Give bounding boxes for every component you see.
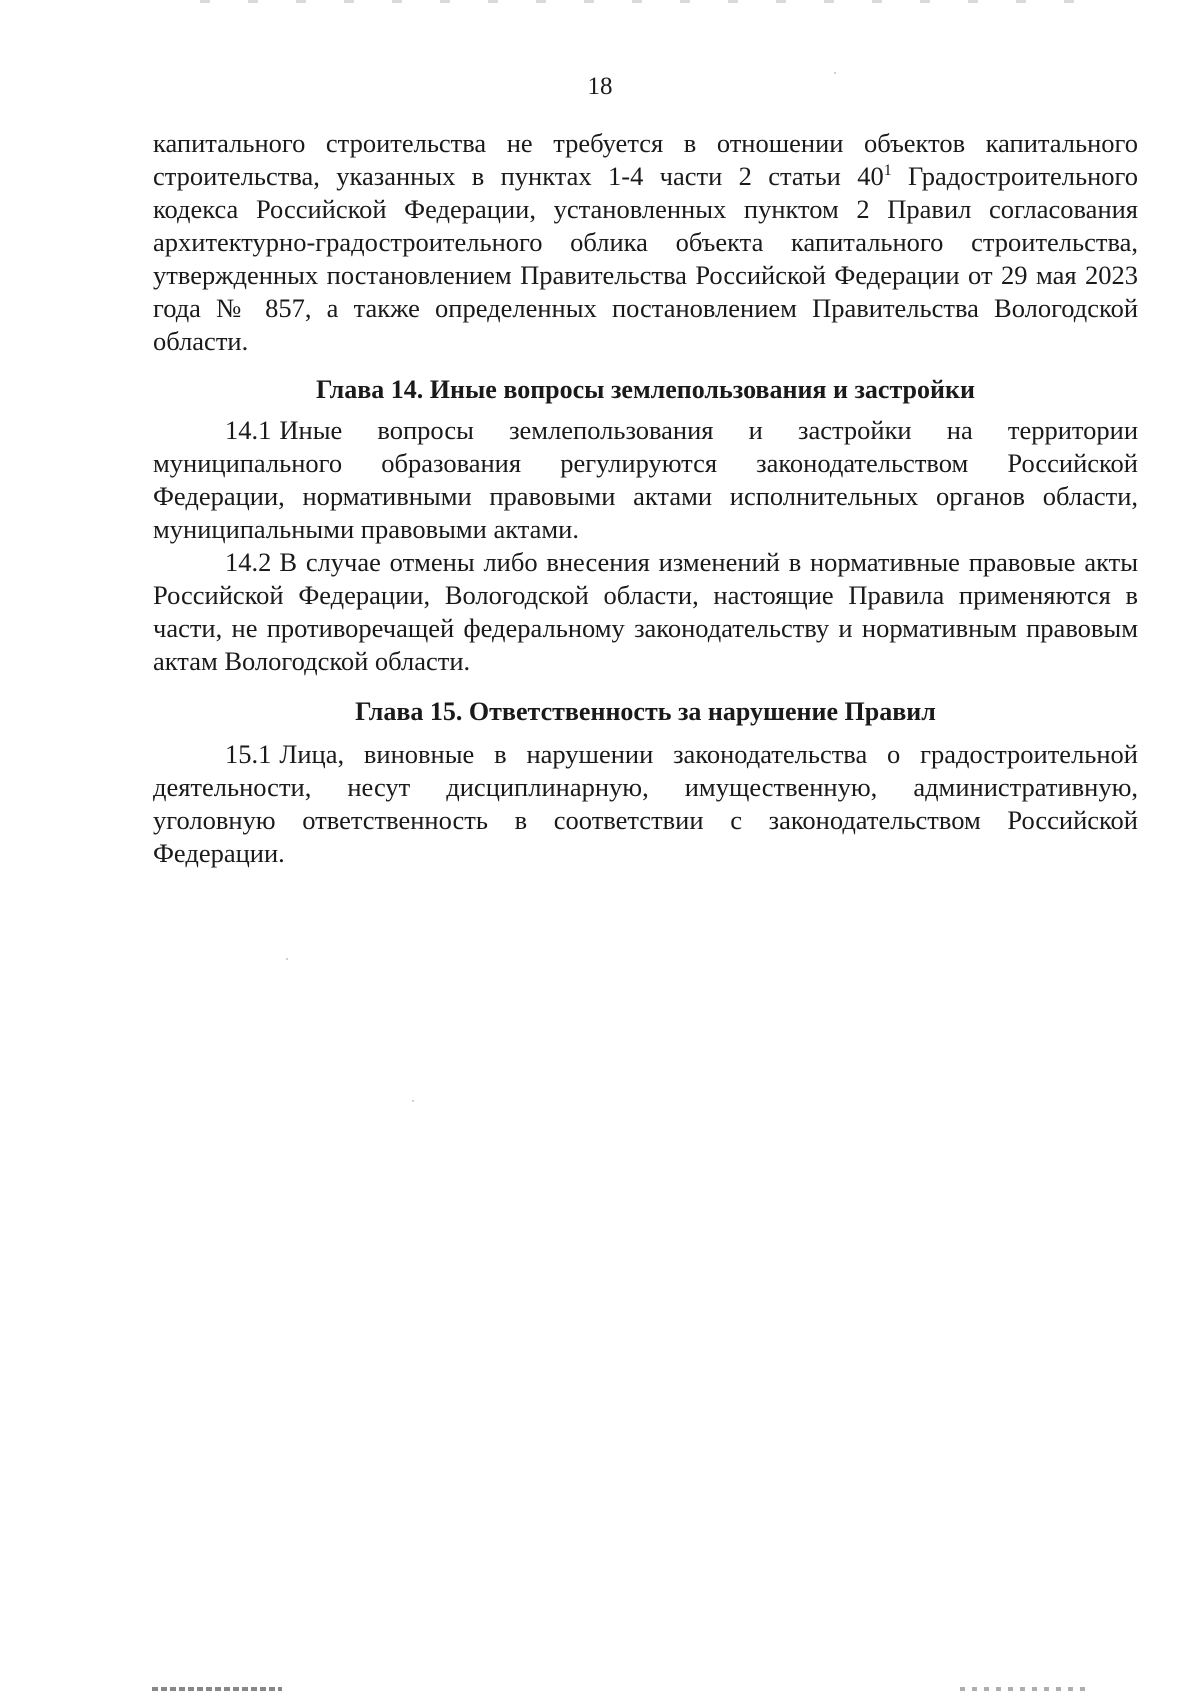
chapter-14-title: Глава 14. Иные вопросы землепользования и застройки xyxy=(316,375,975,404)
scan-speck xyxy=(834,72,836,74)
superscript: 1 xyxy=(883,162,892,179)
paragraph-15-1 xyxy=(153,738,1138,870)
scan-speck xyxy=(286,958,288,960)
intro-text-start: капитального строительства не требуется в отношении объектов капитального строительства, указанных в пунктах 1-4 части 2 статьи 40 xyxy=(153,128,1138,191)
page-number: 18 xyxy=(587,73,613,100)
scan-artifact-bottom-left xyxy=(152,1687,282,1691)
clause-text: Иные вопросы землепользования и застройки на территории муниципального образования регулируются законодательством Российской Федерации, нормативными правовыми актами исполнительных органов области, муниципальными правовыми актами. xyxy=(153,415,1138,544)
clause-text: В случае отмены либо внесения изменений в нормативные правовые акты Российской Федерации, Вологодской области, настоящие Правила применяются в части, не противоречащей федеральному законодательству и нормативным правовым актам Вологодской области. xyxy=(153,547,1138,676)
clause-number: 14.2 xyxy=(225,547,272,577)
paragraph-14-1 xyxy=(153,414,1138,546)
clause-number: 15.1 xyxy=(225,739,272,769)
chapter-15-title: Глава 15. Ответственность за нарушение Правил xyxy=(355,697,936,726)
paragraph-14-2 xyxy=(153,546,1138,678)
scan-artifact-bottom-right xyxy=(960,1687,1090,1691)
intro-paragraph xyxy=(153,127,1138,358)
page-body xyxy=(153,127,1138,870)
intro-text-end: Градостроительного кодекса Российской Федерации, установленных пунктом 2 Правил согласования архитектурно-градостроительного облика объекта капитального строительства, утвержденных постановлением Правительства Российской Федерации от 29 мая 2023 года № 857, а также определенных постановлением Правительства Вологодской области. xyxy=(153,161,1139,356)
scan-speck xyxy=(412,1100,414,1102)
clause-number: 14.1 xyxy=(225,415,272,445)
scan-artifact-top xyxy=(200,0,1100,3)
clause-text: Лица, виновные в нарушении законодательства о градостроительной деятельности, несут дисциплинарную, имущественную, административную, уголовную ответственность в соответствии с законодательством Российской Федерации. xyxy=(153,739,1138,868)
